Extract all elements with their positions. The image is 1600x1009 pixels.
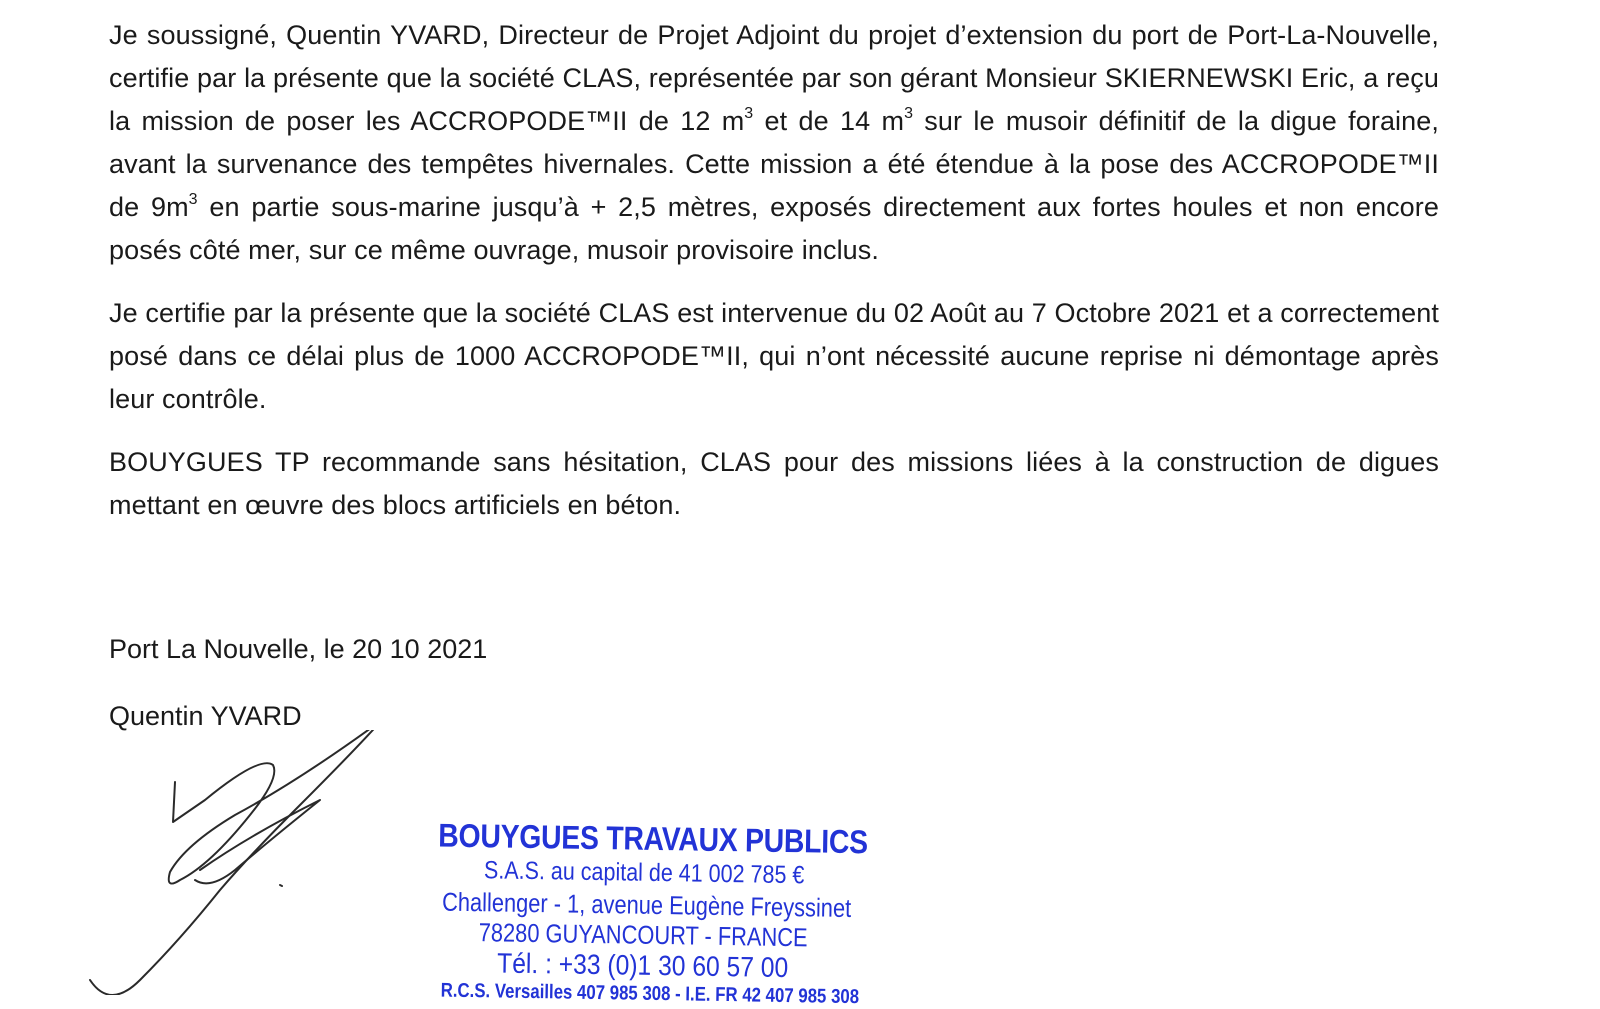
paragraph-mission-text-1: Je soussigné, Quentin YVARD, Directeur de Projet Adjoint du projet d’extension du port de Port-La-Nouvelle, certifie par la présente que la société CLAS, représentée par son gérant Monsieur SKIERNEWSKI Eric, a reçu la mission de poser les ACCROPODE™II de 12 m	[109, 20, 1439, 136]
superscript-cubic-3: 3	[188, 191, 198, 208]
superscript-cubic-2: 3	[904, 105, 914, 122]
company-stamp	[402, 818, 885, 1008]
paragraph-mission	[109, 14, 1439, 272]
signature-icon	[70, 730, 410, 995]
stamp-city: 78280 GUYANCOURT - FRANCE	[478, 917, 808, 953]
stamp-address: Challenger - 1, avenue Eugène Freyssinet	[441, 886, 852, 924]
signer-name: Quentin YVARD	[109, 701, 302, 731]
superscript-cubic-1: 3	[744, 105, 754, 122]
stamp-phone: Tél. : +33 (0)1 30 60 57 00	[496, 947, 789, 984]
stamp-capital: S.A.S. au capital de 41 002 785 €	[483, 856, 805, 890]
paragraph-certification: Je certifie par la présente que la société CLAS est intervenue du 02 Août au 7 Octobre 2021 et a correctement posé dans ce délai plus de 1000 ACCROPODE™II, qui n’ont nécessité aucune reprise ni démontage après leur contrôle.	[109, 298, 1439, 414]
letter-body	[109, 14, 1439, 547]
paragraph-mission-text-3: sur le musoir définitif de la digue foraine, avant la survenance des tempêtes hivernales. Cette mission a été étendue à la pose des ACCROPODE™II de 9m	[109, 106, 1439, 222]
paragraph-mission-text-4: en partie sous-marine jusqu’à + 2,5 mètres, exposés directement aux fortes houles et non encore posés côté mer, sur ce même ouvrage, musoir provisoire inclus.	[109, 192, 1440, 265]
stamp-rcs: R.C.S. Versailles 407 985 308 - I.E. FR 42 407 985 308	[440, 979, 860, 1009]
paragraph-recommendation: BOUYGUES TP recommande sans hésitation, CLAS pour des missions liées à la construction de digues mettant en œuvre des blocs artificiels en béton.	[109, 447, 1439, 520]
paragraph-mission-text-2: et de 14 m	[753, 106, 905, 136]
place-date: Port La Nouvelle, le 20 10 2021	[109, 634, 488, 664]
stamp-company-name: BOUYGUES TRAVAUX PUBLICS	[438, 816, 869, 861]
